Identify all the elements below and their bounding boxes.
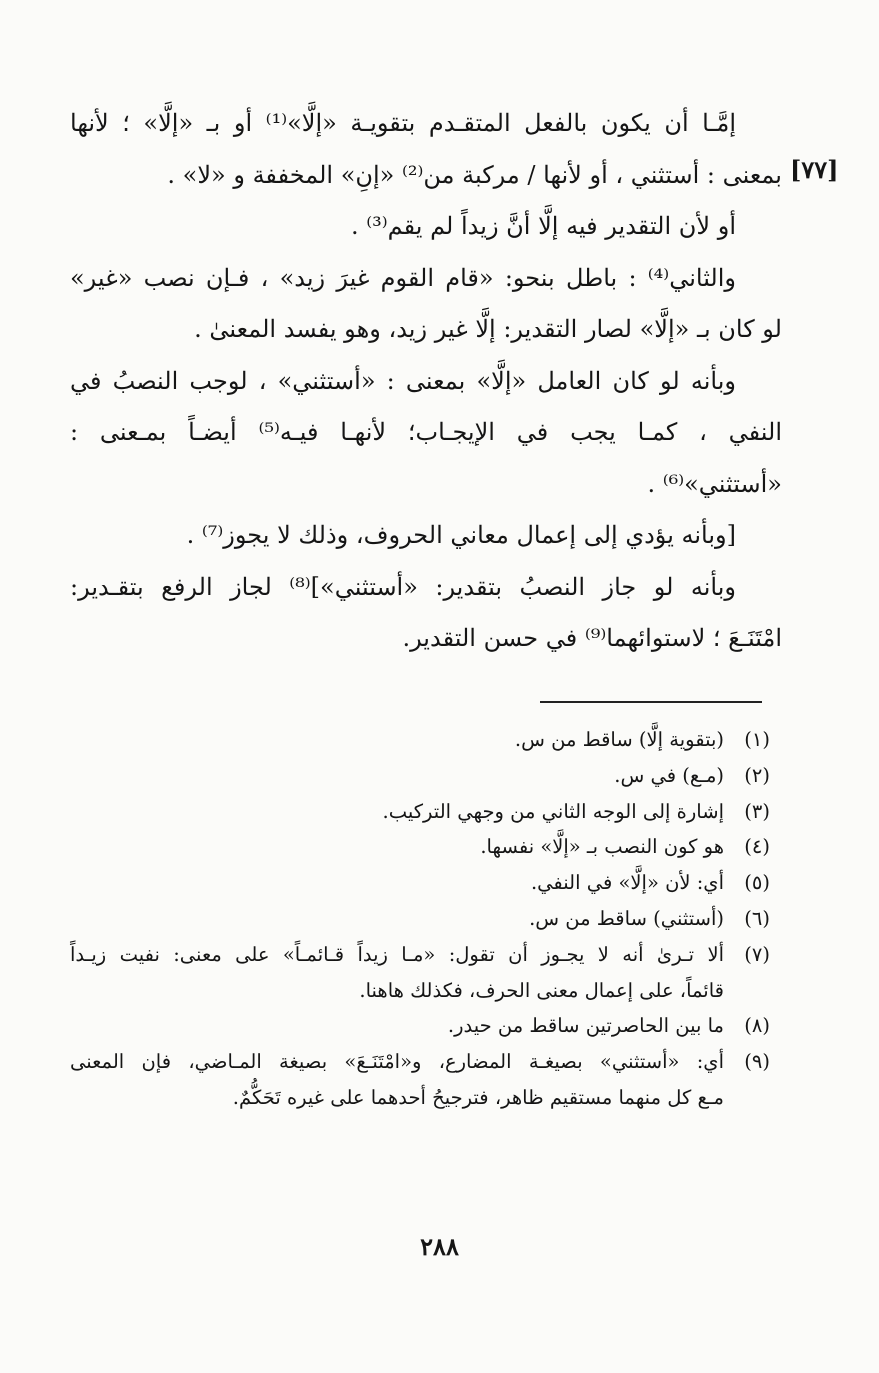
footnote-text xyxy=(70,758,724,794)
text-line: لو كان بـ «إلَّا» لصار التقدير: إلَّا غير زيد، وهو يفسد المعنىٰ . xyxy=(194,315,782,343)
footnote xyxy=(70,865,770,901)
footnote-number: (٨) xyxy=(744,1014,770,1038)
footnote-line: إشارة إلى الوجه الثاني من وجهي التركيب. xyxy=(382,799,724,823)
footnote xyxy=(70,937,770,1009)
footnote-text xyxy=(70,865,724,901)
footnote-separator xyxy=(540,701,762,703)
footnote-text xyxy=(70,1044,724,1116)
main-text xyxy=(70,98,782,665)
footnote xyxy=(70,901,770,937)
footnote-line: (مـع) في س. xyxy=(614,763,724,787)
footnote xyxy=(70,758,770,794)
footnote-line: مـع كل منهما مستقيم ظاهر، فترجيحُ أحدهما على غيره تَحَكُّمٌ. xyxy=(232,1085,724,1109)
footnote xyxy=(70,829,770,865)
footnote-line: (بتقوية إلَّا) ساقط من س. xyxy=(514,728,724,751)
footnote-number: (٧) xyxy=(744,942,770,966)
footnote-line: قائماً، على إعمال معنى الحرف، فكذلك هاهنا. xyxy=(359,978,724,1002)
footnote-line: ألا تـرىٰ أنه لا يجـوز أن تقول: «مـا زيداً قـائمـاً» على معنى: نفيت زيـداً xyxy=(70,942,724,966)
margin-manuscript-reference: [٧٧] xyxy=(790,155,839,184)
footnote-number: (٥) xyxy=(744,871,770,895)
footnote-number: (٩) xyxy=(744,1050,770,1074)
footnote xyxy=(70,1044,770,1116)
footnote-text xyxy=(70,722,724,758)
text-line: بمعنى : أستثني ، أو لأنها / مركبة من⁽²⁾ «إنِ» المخففة و «لا» . xyxy=(167,160,782,189)
footnotes xyxy=(70,722,770,1116)
text-line: وبأنه لو جاز النصبُ بتقدير: «أستثني»]⁽⁸⁾ لجاز الرفع بتقـدير: xyxy=(70,572,737,601)
text-line: النفي ، كمـا يجب في الإيجـاب؛ لأنهـا فيـه⁽⁵⁾ أيضـاً بمـعنى : xyxy=(70,418,783,446)
text-line: وبأنه لو كان العامل «إلَّا» بمعنى : «أستثني» ، لوجب النصبُ في xyxy=(70,366,736,395)
text-line: أو لأن التقدير فيه إلَّا أنَّ زيداً لم يقم⁽³⁾ . xyxy=(350,212,736,240)
footnote-text xyxy=(70,829,724,865)
footnote xyxy=(70,1008,770,1044)
footnote-number: (٣) xyxy=(744,799,770,823)
footnote-text xyxy=(70,937,724,1009)
footnote-line: أي: لأن «إلَّا» في النفي. xyxy=(530,871,724,895)
footnote-number: (٦) xyxy=(744,906,770,930)
footnote-text xyxy=(70,1008,724,1044)
footnote-line: هو كون النصب بـ «إلَّا» نفسها. xyxy=(480,835,724,859)
footnote-line: (أستثني) ساقط من س. xyxy=(529,906,724,930)
footnote-text xyxy=(70,794,724,830)
text-line: والثاني⁽⁴⁾ : باطل بنحو: «قام القوم غيرَ زيد» ، فـإن نصب «غير» xyxy=(70,263,736,292)
footnote xyxy=(70,722,770,758)
footnote-line: ما بين الحاصرتين ساقط من حيدر. xyxy=(447,1014,724,1038)
text-line: [وبأنه يؤدي إلى إعمال معاني الحروف، وذلك لا يجوز⁽⁷⁾ . xyxy=(186,521,736,549)
footnote xyxy=(70,794,770,830)
text-line: «أستثني»⁽⁶⁾ . xyxy=(647,469,782,498)
footnote-text xyxy=(70,901,724,937)
page-number: ٢٨٨ xyxy=(420,1232,459,1261)
footnote-number: (١) xyxy=(744,728,770,751)
footnote-number: (٢) xyxy=(744,763,770,787)
text-line: امْتَنَـعَ ؛ لاستوائهما⁽⁹⁾ في حسن التقدير. xyxy=(402,624,782,652)
footnote-line: أي: «أستثني» بصيغـة المضارع، و«امْتَنَـعَ» بصيغة المـاضي، فإن المعنى xyxy=(70,1050,724,1074)
footnote-number: (٤) xyxy=(744,835,770,859)
text-line: إمَّـا أن يكون بالفعل المتقـدم بتقويـة «إلَّا»⁽¹⁾ أو بـ «إلَّا» ؛ لأنها xyxy=(70,109,736,137)
